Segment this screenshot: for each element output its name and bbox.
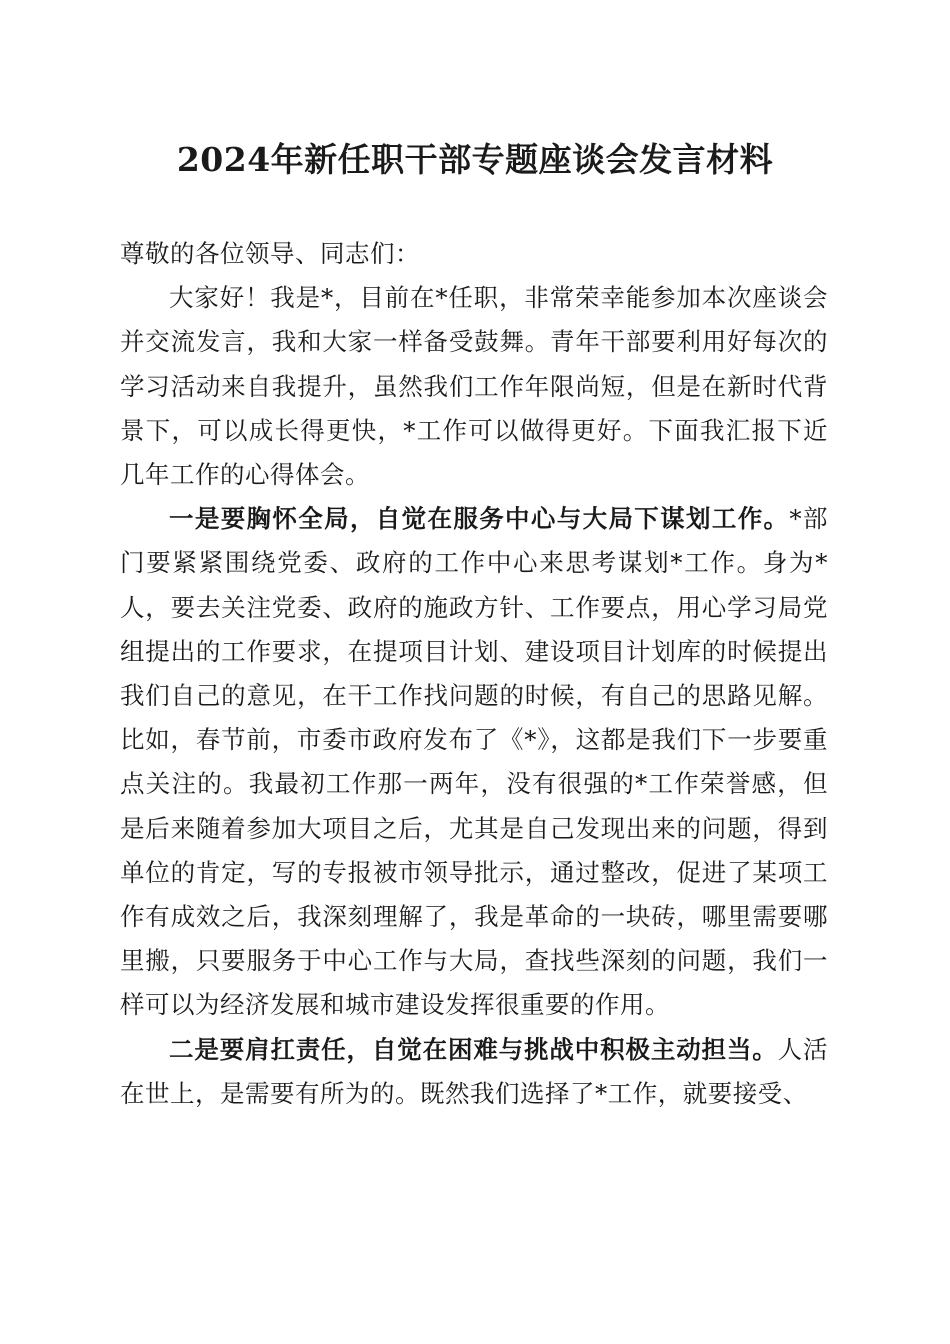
document-body <box>120 232 828 1116</box>
point-1-heading: 一是要胸怀全局，自觉在服务中心与大局下谋划工作。 <box>169 504 790 534</box>
paragraph-intro: 大家好！我是*，目前在*任职，非常荣幸能参加本次座谈会并交流发言，我和大家一样备受鼓舞。青年干部要利用好每次的学习活动来自我提升，虽然我们工作年限尚短，但是在新时代背景下，可以成长得更快，*工作可以做得更好。下面我汇报下近几年工作的心得体会。 <box>120 283 828 490</box>
point-2-body: 人活在世上，是需要有所为的。既然我们选择了*工作，就要接受、 <box>120 1034 829 1108</box>
salutation: 尊敬的各位领导、同志们： <box>120 239 420 268</box>
document-title: 2024年新任职干部专题座谈会发言材料 <box>176 140 774 179</box>
paragraph-point-1 <box>120 497 828 1027</box>
paragraph-point-2 <box>120 1028 828 1116</box>
point-1-body: *部门要紧紧围绕党委、政府的工作中心来思考谋划*工作。身为*人，要去关注党委、政府的施政方针、工作要点，用心学习局党组提出的工作要求，在提项目计划、建设项目计划库的时候提出我们自己的意见，在干工作找问题的时候，有自己的思路见解。比如，春节前，市委市政府发布了《*》，这都是我们下一步要重点关注的。我最初工作那一两年，没有很强的*工作荣誉感，但是后来随着参加大项目之后，尤其是自己发现出来的问题，得到单位的肯定，写的专报被市领导批示，通过整改，促进了某项工作有成效之后，我深刻理解了，我是革命的一块砖，哪里需要哪里搬，只要服务于中心工作与大局，查找些深刻的问题，我们一样可以为经济发展和城市建设发挥很重要的作用。 <box>120 504 829 1020</box>
point-2-heading: 二是要肩扛责任，自觉在困难与挑战中积极主动担当。 <box>169 1034 778 1064</box>
